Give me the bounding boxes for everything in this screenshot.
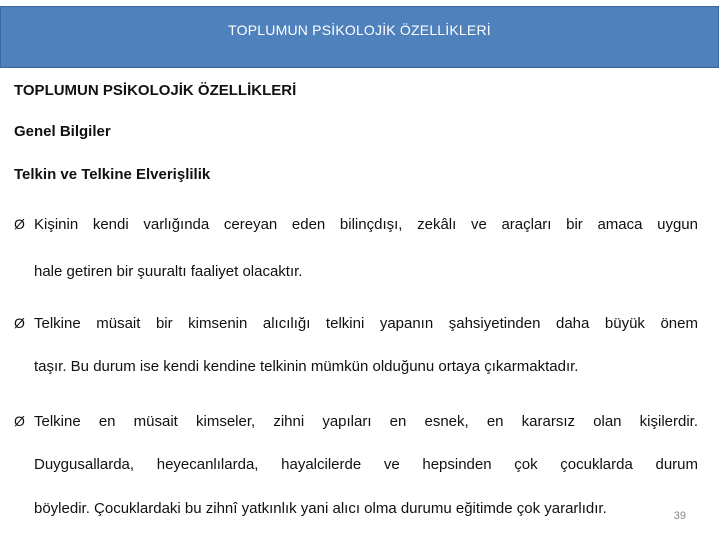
main-heading: TOPLUMUN PSİKOLOJİK ÖZELLİKLERİ [14, 82, 297, 99]
header-title: TOPLUMUN PSİKOLOJİK ÖZELLİKLERİ [228, 22, 491, 38]
section-heading-topic: Telkin ve Telkine Elverişlilik [14, 166, 211, 183]
page-number: 39 [673, 510, 686, 522]
bullet-3-line-3: böyledir. Çocuklardaki bu zihnî yatkınlık yani alıcı olma durumu eğitimde çok yararlıdır. [34, 500, 607, 517]
bullet-3-line-2: Duygusallarda, heyecanlılarda, hayalcilerde ve hepsinden çok çocuklarda durum [34, 456, 698, 473]
bullet-2-line-1: Telkine müsait bir kimsenin alıcılığı telkini yapanın şahsiyetinden daha büyük önem [34, 315, 698, 332]
bullet-1-line-1: Kişinin kendi varlığında cereyan eden bilinçdışı, zekâlı ve araçları bir amaca uygun [34, 216, 698, 233]
arrow-bullet-icon: Ø [14, 216, 25, 232]
arrow-bullet-icon: Ø [14, 413, 25, 429]
header-bar [0, 6, 719, 68]
bullet-3-line-1: Telkine en müsait kimseler, zihni yapıları en esnek, en kararsız olan kişilerdir. [34, 413, 698, 430]
section-heading-general: Genel Bilgiler [14, 123, 111, 140]
bullet-2-line-2: taşır. Bu durum ise kendi kendine telkinin mümkün olduğunu ortaya çıkarmaktadır. [34, 358, 579, 375]
arrow-bullet-icon: Ø [14, 315, 25, 331]
bullet-1-line-2: hale getiren bir şuuraltı faaliyet olacaktır. [34, 263, 303, 280]
